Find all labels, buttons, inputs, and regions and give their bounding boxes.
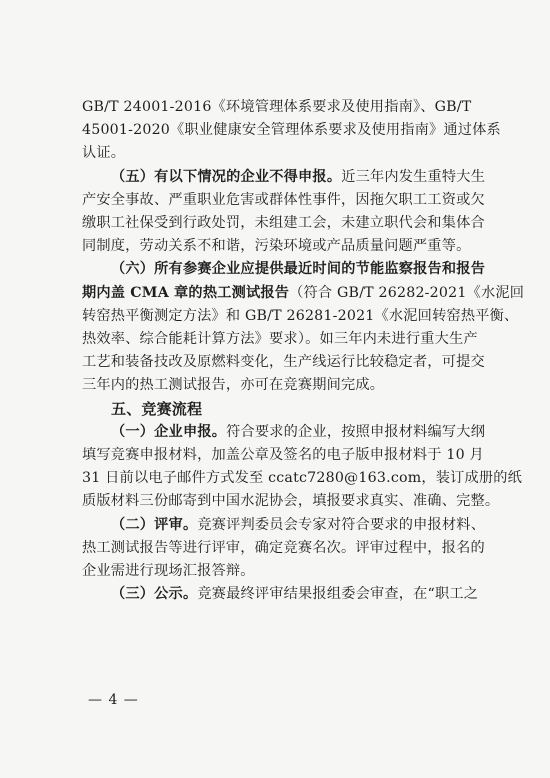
text-line bbox=[82, 583, 492, 606]
text-line bbox=[82, 351, 492, 374]
paragraph-heading: （三）公示。 bbox=[111, 586, 198, 603]
paragraph-heading: （二）评审。 bbox=[111, 516, 198, 533]
page-number: — 4 — bbox=[88, 692, 139, 708]
paragraph-heading: （六）所有参赛企业应提供最近时间的节能监察报告和报告 bbox=[111, 261, 486, 278]
section-heading: 五、竞赛流程 bbox=[111, 399, 203, 418]
text-line bbox=[82, 305, 519, 328]
text-line bbox=[82, 398, 492, 421]
text-line bbox=[82, 235, 492, 258]
text-line bbox=[82, 514, 492, 537]
text-line bbox=[82, 537, 492, 560]
line-text: 产安全事故、严重职业危害或群体性事件，因拖欠职工工资或欠 bbox=[82, 191, 485, 208]
text-line bbox=[82, 328, 492, 351]
line-text: 近三年内发生重特大生 bbox=[341, 168, 486, 185]
text-line bbox=[82, 189, 492, 212]
line-text: 热效率、综合能耗计算方法》要求）。如三年内未进行重大生产 bbox=[82, 331, 478, 348]
paragraph-heading: 期内盖 CMA 章的热工测试报告 bbox=[82, 284, 290, 301]
line-text: 31 日前以电子邮件方式发至 ccatc7280@163.com，装订成册的纸 bbox=[82, 470, 523, 487]
text-line bbox=[82, 282, 525, 305]
text-line bbox=[82, 444, 492, 467]
line-text: 质版材料三份邮寄到中国水泥协会，填报要求真实、准确、完整。 bbox=[82, 493, 500, 510]
line-text: 填写竞赛申报材料，加盖公章及签名的电子版申报材料于 10 月 bbox=[82, 447, 484, 464]
text-line bbox=[82, 142, 492, 165]
line-text: 热工测试报告等进行评审，确定竞赛名次。评审过程中，报名的 bbox=[82, 539, 485, 556]
line-text: 竞赛评判委员会专家对符合要求的申报材料、 bbox=[197, 516, 486, 533]
text-line bbox=[82, 374, 492, 397]
text-line bbox=[82, 421, 492, 444]
line-text: 企业需进行现场汇报答辩。 bbox=[82, 563, 255, 580]
line-text: 认证。 bbox=[82, 145, 126, 162]
document-body bbox=[82, 96, 525, 606]
line-text: 缴职工社保受到行政处罚，未组建工会，未建立职代会和集体合 bbox=[82, 215, 485, 232]
line-text: 符合要求的企业，按照申报材料编写大纲 bbox=[226, 423, 486, 440]
text-line bbox=[82, 96, 492, 119]
text-line bbox=[82, 166, 492, 189]
line-text: GB/T 24001-2016《环境管理体系要求及使用指南》、GB/T bbox=[82, 99, 472, 115]
text-line bbox=[82, 490, 500, 513]
line-text: 工艺和装备技改及原燃料变化，生产线运行比较稳定者，可提交 bbox=[82, 354, 485, 371]
text-line bbox=[82, 258, 492, 281]
line-text: 竞赛最终评审结果报组委会审查，在“职工之 bbox=[197, 586, 479, 603]
line-text: 转窑热平衡测定方法》和 GB/T 26281-2021《水泥回转窑热平衡、 bbox=[82, 307, 519, 324]
text-line bbox=[82, 560, 492, 583]
line-text: 同制度，劳动关系不和谐，污染环境或产品质量问题严重等。 bbox=[82, 238, 471, 255]
text-line bbox=[82, 212, 492, 235]
paragraph-heading: （五）有以下情况的企业不得申报。 bbox=[111, 168, 342, 185]
line-text: （符合 GB/T 26282-2021《水泥回 bbox=[289, 284, 525, 301]
line-text: 45001-2020《职业健康安全管理体系要求及使用指南》通过体系 bbox=[82, 122, 501, 139]
line-text: 三年内的热工测试报告，亦可在竞赛期间完成。 bbox=[82, 377, 385, 394]
text-line bbox=[82, 467, 523, 490]
paragraph-heading: （一）企业申报。 bbox=[111, 423, 227, 440]
text-line bbox=[82, 119, 501, 142]
